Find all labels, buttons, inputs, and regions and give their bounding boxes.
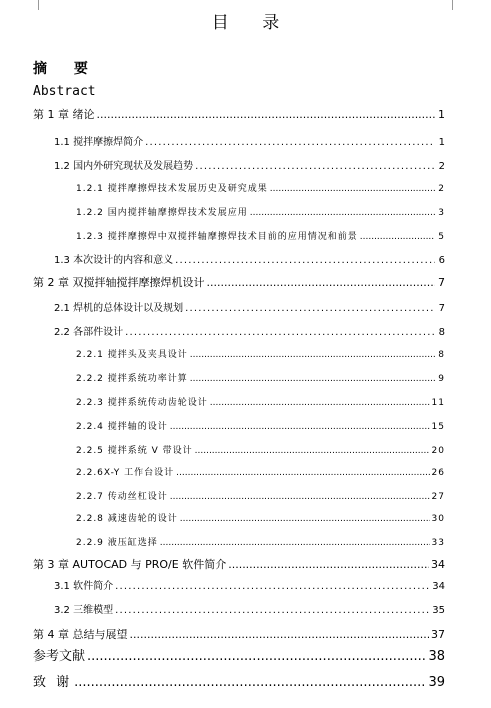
toc-entry-title: 参考文献 (33, 649, 86, 664)
toc-entry-title: 3.1 软件简介 (54, 581, 114, 592)
toc-page-number: 15 (431, 422, 445, 432)
toc-page-number: 34 (431, 558, 445, 571)
heading-abstract-chinese: 摘 要 (33, 61, 99, 77)
toc-entry[interactable] (33, 558, 445, 572)
toc-entry-title: 1.2.3 搅拌摩擦焊中双搅拌轴摩擦焊技术目前的应用情况和前景 (76, 232, 358, 242)
toc-entry-title: 第 2 章 双搅拌轴搅拌摩擦焊机设计 (33, 276, 205, 289)
toc-page-number: 26 (431, 468, 445, 478)
toc-page-number: 8 (438, 327, 445, 338)
toc-dot-leader (190, 348, 435, 362)
toc-dot-leader (97, 108, 436, 122)
toc-dot-leader (190, 372, 435, 386)
toc-entry-title: 第 1 章 绪论 (33, 108, 95, 121)
toc-entry[interactable] (76, 348, 445, 362)
toc-page-number: 1 (438, 137, 445, 148)
toc-dot-leader (270, 182, 435, 196)
toc-entry[interactable] (54, 136, 445, 150)
toc-entry[interactable] (33, 108, 445, 122)
toc-entry-title: 2.2.9 液压缸选择 (76, 538, 158, 548)
toc-entry-title: 2.2.8 减速齿轮的设计 (76, 514, 178, 524)
toc-dot-leader (210, 396, 430, 410)
toc-dot-leader (228, 558, 429, 572)
toc-dot-leader (185, 302, 435, 316)
toc-page-number: 39 (428, 675, 445, 690)
toc-entry-title: 2.2.3 搅拌系统传动齿轮设计 (76, 398, 208, 408)
toc-entry-title: 1.2 国内外研究现状及发展趋势 (54, 161, 194, 172)
toc-dot-leader (176, 466, 429, 480)
toc-entry[interactable] (76, 512, 445, 526)
toc-entry[interactable] (76, 466, 445, 480)
toc-entry-title: 1.3 本次设计的内容和意义 (54, 255, 174, 266)
toc-dot-leader (115, 604, 430, 618)
toc-entry[interactable] (76, 420, 445, 434)
toc-entry[interactable] (76, 182, 445, 196)
toc-entry-title: 2.2.1 搅拌头及夹具设计 (76, 350, 188, 360)
toc-entry-title: 第 4 章 总结与展望 (33, 628, 128, 641)
toc-page-number: 37 (431, 628, 445, 641)
toc-dot-leader (195, 160, 435, 174)
toc-entry-title: 1.2.1 搅拌摩擦焊技术发展历史及研究成果 (76, 184, 268, 194)
toc-dot-leader (160, 536, 430, 550)
page-title: 目 录 (211, 13, 294, 33)
toc-page-number: 2 (438, 161, 445, 172)
toc-dot-leader (115, 580, 430, 594)
toc-page-number: 7 (438, 303, 445, 314)
toc-page-number: 20 (431, 446, 445, 456)
toc-page-number: 5 (438, 232, 445, 242)
toc-page-number: 2 (438, 184, 445, 194)
toc-entry[interactable] (76, 444, 445, 458)
toc-dot-leader (170, 490, 430, 504)
toc-entry[interactable] (54, 160, 445, 174)
toc-entry[interactable] (76, 206, 445, 220)
toc-page-number: 35 (432, 605, 445, 616)
toc-entry-title: 2.2.4 搅拌轴的设计 (76, 422, 168, 432)
heading-abstract-english: Abstract (33, 84, 96, 99)
toc-entry-title: 3.2 三维模型 (54, 605, 114, 616)
toc-entry-title: 2.2 各部件设计 (54, 327, 124, 338)
toc-entry-title: 第 3 章 AUTOCAD 与 PRO/E 软件简介 (33, 558, 227, 571)
toc-dot-leader (125, 326, 435, 340)
toc-dot-leader (250, 206, 435, 220)
toc-entry-title: 致 谢 (33, 675, 73, 690)
toc-entry[interactable] (76, 536, 445, 550)
toc-dot-leader (130, 628, 430, 642)
toc-entry[interactable] (33, 276, 445, 290)
toc-entry[interactable] (54, 302, 445, 316)
toc-entry[interactable] (76, 490, 445, 504)
toc-entry[interactable] (33, 650, 445, 664)
toc-entry-title: 2.2.5 搅拌系统 V 带设计 (76, 446, 193, 456)
toc-dot-leader (207, 276, 436, 290)
toc-entry-title: 2.2.2 搅拌系统功率计算 (76, 374, 188, 384)
toc-dot-leader (180, 512, 430, 526)
toc-entry-title: 2.1 焊机的总体设计以及规划 (54, 303, 184, 314)
toc-entry-title: 1.1 搅拌摩擦焊简介 (54, 137, 144, 148)
toc-page-number: 9 (438, 374, 445, 384)
toc-entry[interactable] (54, 254, 445, 268)
toc-page-number: 33 (431, 538, 445, 548)
toc-entry-title: 1.2.2 国内搅拌轴摩擦焊技术发展应用 (76, 208, 248, 218)
toc-entry[interactable] (76, 396, 445, 410)
toc-entry-title: 2.2.6X-Y 工作台设计 (76, 468, 175, 478)
toc-dot-leader (195, 444, 430, 458)
toc-dot-leader (145, 136, 435, 150)
toc-entry[interactable] (54, 604, 445, 618)
toc-page-number: 27 (431, 492, 445, 502)
toc-dot-leader (170, 420, 430, 434)
toc-page-number: 7 (438, 276, 445, 289)
toc-entry-title: 2.2.7 传动丝杠设计 (76, 492, 168, 502)
toc-dot-leader (74, 676, 426, 690)
toc-page-number: 8 (438, 350, 445, 360)
toc-entry[interactable] (76, 372, 445, 386)
toc-page-number: 6 (438, 255, 445, 266)
toc-entry[interactable] (33, 676, 445, 690)
toc-entry[interactable] (76, 230, 445, 244)
toc-entry[interactable] (54, 580, 445, 594)
toc-page-number: 30 (431, 514, 445, 524)
toc-entry[interactable] (33, 628, 445, 642)
toc-page-number: 34 (432, 581, 445, 592)
toc-dot-leader (360, 230, 435, 244)
toc-dot-leader (175, 254, 435, 268)
toc-page-number: 38 (428, 649, 445, 664)
toc-page-number: 3 (438, 208, 445, 218)
toc-page-number: 11 (431, 398, 445, 408)
toc-page-number: 1 (438, 108, 445, 121)
toc-entry[interactable] (54, 326, 445, 340)
toc-dot-leader (87, 650, 426, 664)
